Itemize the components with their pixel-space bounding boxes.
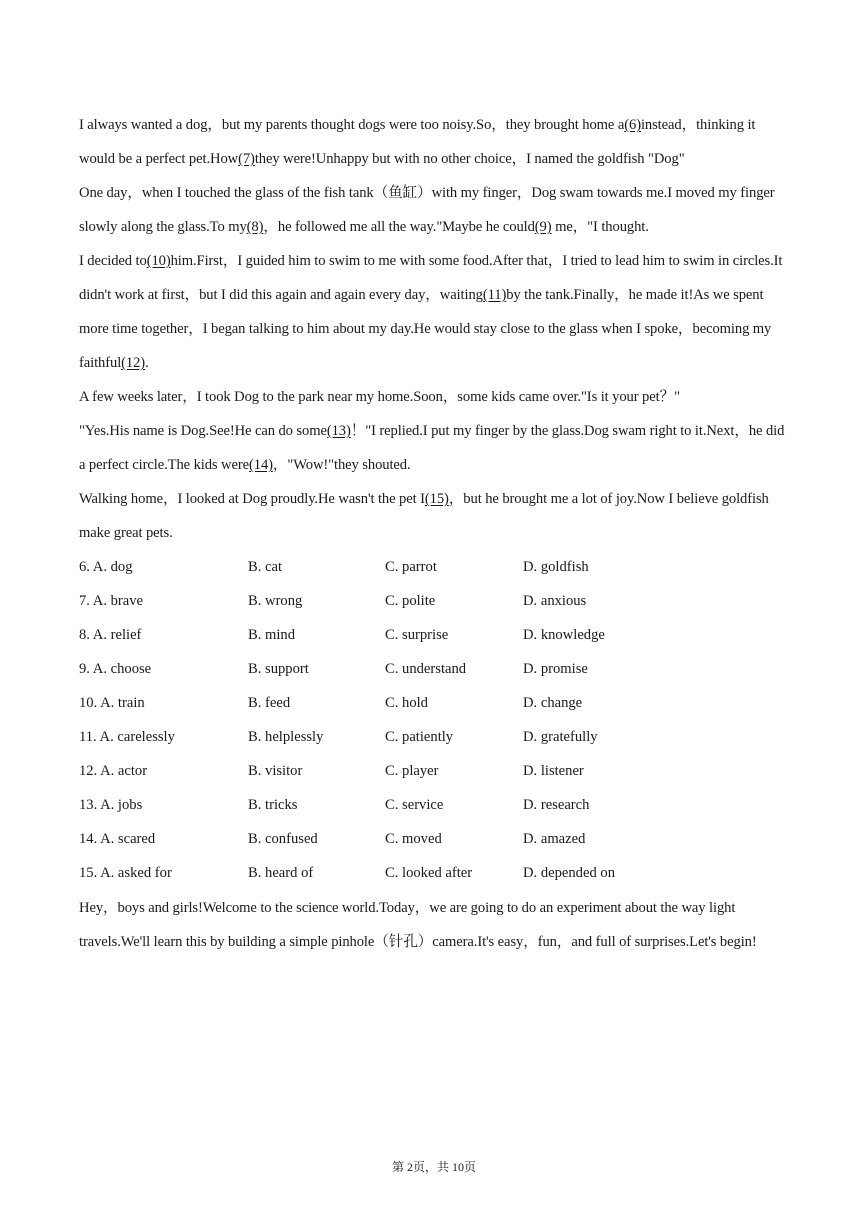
cloze-passage: [79, 108, 794, 550]
option-b: B. heard of: [248, 865, 314, 881]
option-c: C. parrot: [385, 559, 437, 575]
blank-15: (15): [424, 491, 449, 507]
option-d: D. anxious: [523, 593, 587, 609]
option-d: D. goldfish: [523, 559, 589, 575]
question-15-options: [79, 856, 794, 890]
option-c: C. understand: [385, 661, 467, 677]
option-b: B. helplessly: [248, 729, 324, 745]
text-run: by the tank.Finally，he made it!As we spent more time together，I began talking to him about my day.He would stay close to the glass when I spoke，becoming my faithful: [79, 287, 772, 371]
option-c: C. player: [385, 763, 439, 779]
option-a: 12. A. actor: [79, 763, 148, 779]
option-d: D. change: [523, 695, 583, 711]
text-run: instead，thinking it would be a perfect pet.How: [79, 117, 756, 167]
text-run: him.First，I guided him to swim to me with some food.After that，I tried to lead him to swim in circles.It didn't work at first，but I did this again and again every day，waiting: [79, 253, 783, 303]
paragraph-2: [79, 176, 794, 244]
option-b: B. cat: [248, 559, 283, 575]
option-d: D. promise: [523, 661, 588, 677]
option-d: D. depended on: [523, 865, 615, 881]
option-b: B. wrong: [248, 593, 303, 609]
question-7-options: [79, 584, 794, 618]
option-a: 15. A. asked for: [79, 865, 172, 881]
paragraph-5: [79, 414, 794, 482]
option-a: 11. A. carelessly: [79, 729, 175, 745]
option-c: C. surprise: [385, 627, 449, 643]
option-b: B. confused: [248, 831, 318, 847]
blank-12: (12): [121, 355, 146, 371]
option-d: D. gratefully: [523, 729, 598, 745]
option-c: C. polite: [385, 593, 436, 609]
blank-7: (7): [238, 151, 255, 167]
paragraph-4: A few weeks later，I took Dog to the park near my home.Soon，some kids came over."Is it your pet？": [79, 389, 680, 405]
blank-8: (8): [246, 219, 264, 235]
option-b: B. mind: [248, 627, 296, 643]
option-b: B. feed: [248, 695, 291, 711]
option-a: 10. A. train: [79, 695, 145, 711]
option-b: B. visitor: [248, 763, 303, 779]
paragraph-6: [79, 482, 794, 550]
text-run: "Yes.His name is Dog.See!He can do some: [79, 423, 327, 439]
text-run: ！"I replied.I put my finger by the glass.Dog swam right to it.Next，he did a perfect circle.The kids were: [79, 423, 785, 473]
option-c: C. patiently: [385, 729, 454, 745]
text-run: .: [145, 355, 149, 371]
question-9-options: [79, 652, 794, 686]
reading-passage-2: [79, 891, 794, 959]
blank-10: (10): [146, 253, 171, 269]
question-11-options: [79, 720, 794, 754]
option-b: B. tricks: [248, 797, 298, 813]
blank-9: (9): [534, 219, 552, 235]
option-a: 13. A. jobs: [79, 797, 143, 813]
option-d: D. amazed: [523, 831, 586, 847]
text-run: I always wanted a dog，but my parents thought dogs were too noisy.So，they brought home a: [79, 117, 625, 133]
option-a: 8. A. relief: [79, 627, 142, 643]
option-a: 14. A. scared: [79, 831, 156, 847]
text-run: ，he followed me all the way."Maybe he could: [263, 219, 535, 235]
passage-2-paragraph: Hey，boys and girls!Welcome to the science world.Today，we are going to do an experiment about the way light travels.We'll learn this by building a simple pinhole（针孔）camera.It's easy，fun，and full of surprises.Let's begin!: [79, 900, 757, 950]
option-a: 9. A. choose: [79, 661, 152, 677]
blank-13: (13): [326, 423, 351, 439]
question-14-options: [79, 822, 794, 856]
question-8-options: [79, 618, 794, 652]
option-b: B. support: [248, 661, 309, 677]
option-c: C. hold: [385, 695, 428, 711]
text-run: I decided to: [79, 253, 147, 269]
question-12-options: [79, 754, 794, 788]
text-run: One day，when I touched the glass of the fish tank（鱼缸）with my finger，Dog swam towards me.I moved my finger slowly along the glass.To my: [79, 185, 775, 235]
text-run: ，but he brought me a lot of joy.Now I believe goldfish make great pets.: [79, 491, 769, 541]
question-10-options: [79, 686, 794, 720]
option-a: 6. A. dog: [79, 559, 133, 575]
question-13-options: [79, 788, 794, 822]
question-6-options: [79, 550, 794, 584]
paragraph-1: [79, 108, 794, 176]
blank-11: (11): [482, 287, 507, 303]
option-c: C. looked after: [385, 865, 473, 881]
answer-options: [79, 550, 794, 890]
blank-6: (6): [624, 117, 641, 133]
text-run: Walking home，I looked at Dog proudly.He wasn't the pet I: [79, 491, 425, 507]
text-run: ，"Wow!"they shouted.: [272, 457, 411, 473]
option-c: C. service: [385, 797, 444, 813]
text-run: me，"I thought.: [551, 219, 649, 235]
option-d: D. research: [523, 797, 590, 813]
option-d: D. listener: [523, 763, 584, 779]
blank-14: (14): [249, 457, 273, 473]
text-run: they were!Unhappy but with no other choice，I named the goldfish "Dog": [254, 151, 685, 167]
option-c: C. moved: [385, 831, 442, 847]
option-d: D. knowledge: [523, 627, 605, 643]
page-footer: 第 2页，共 10页: [391, 1160, 476, 1174]
option-a: 7. A. brave: [79, 593, 144, 609]
paragraph-3: [79, 244, 794, 380]
